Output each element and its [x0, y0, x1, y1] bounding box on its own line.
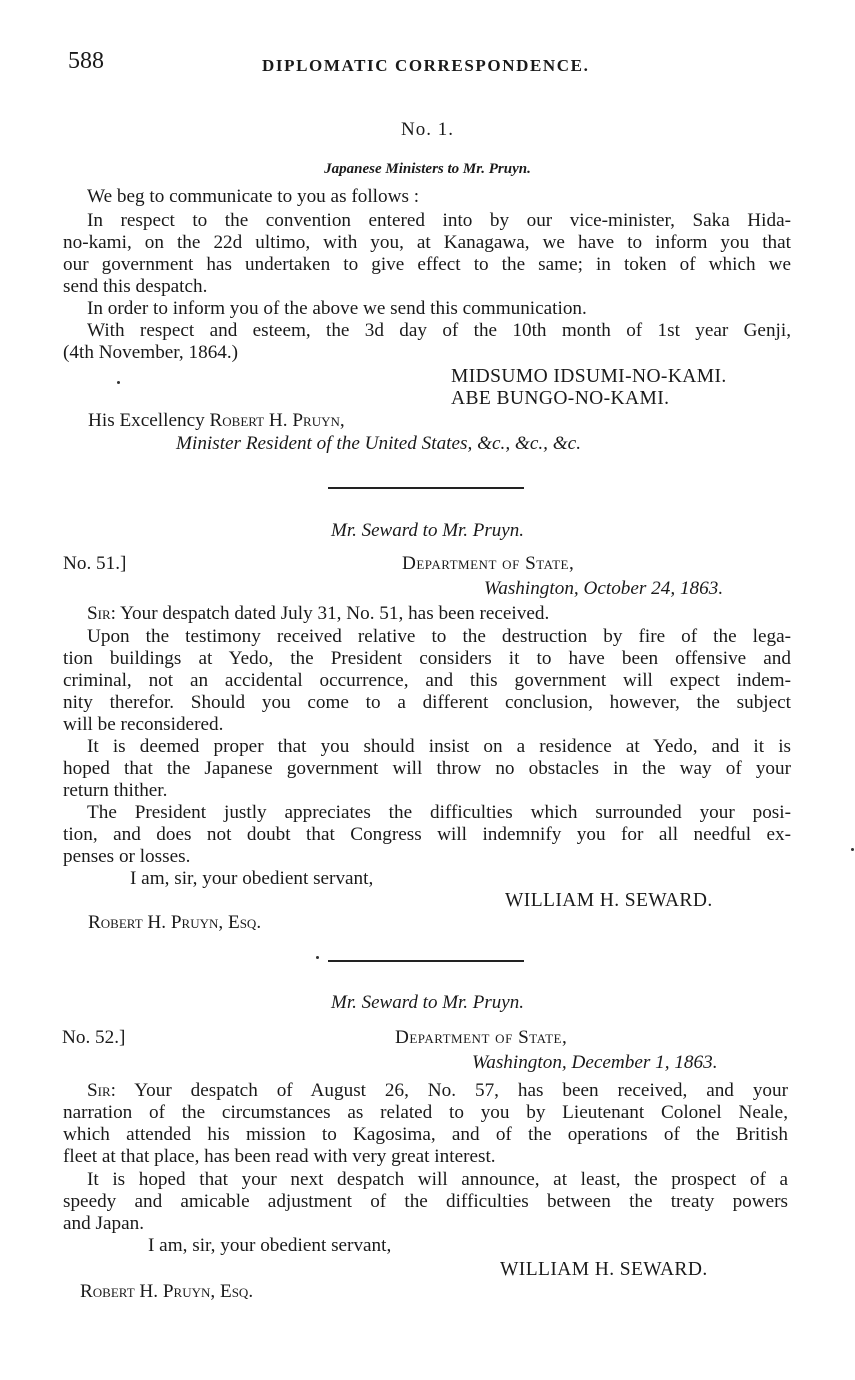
text-line: speedy and amicable adjustment of the difficulties between the treaty powers	[63, 1191, 788, 1212]
letter-1-signatory-2: ABE BUNGO-NO-KAMI.	[451, 388, 670, 409]
letter-2-addressee: Robert H. Pruyn, Esq.	[88, 912, 262, 933]
letter-1-number: No. 1.	[401, 119, 454, 140]
text-line: narration of the circumstances as related to you by Lieutenant Colonel Neale,	[63, 1102, 788, 1123]
letter-2-number: No. 51.]	[63, 553, 127, 574]
text-line: penses or losses.	[63, 846, 191, 867]
letter-1-addressee	[88, 410, 345, 432]
text-line: our government has undertaken to give effect to the same; in token of which we	[63, 254, 791, 275]
letter-1-paragraph-1	[63, 186, 791, 208]
addressee-name: Robert H. Pruyn,	[209, 410, 345, 431]
letter-2-paragraph-1	[63, 603, 791, 625]
ink-speck	[851, 848, 854, 851]
letter-2-paragraph-2	[63, 626, 791, 736]
letter-2-department: Department of State,	[402, 553, 575, 574]
letter-3-addressee: Robert H. Pruyn, Esq.	[80, 1281, 254, 1302]
text-line: hoped that the Japanese government will throw no obstacles in the way of your	[63, 758, 791, 779]
letter-3-place-date: Washington, December 1, 1863.	[472, 1052, 718, 1073]
text-run: Your despatch dated July 31, No. 51, has been received.	[120, 603, 550, 624]
text-line: tion, and does not doubt that Congress will indemnify you for all needful ex-	[63, 824, 791, 845]
text-line: tion buildings at Yedo, the President considers it to have been offensive and	[63, 648, 791, 669]
letter-1-addressee-title: Minister Resident of the United States, &c., &c., &c.	[176, 433, 581, 454]
text-line: send this despatch.	[63, 276, 208, 297]
letter-2-paragraph-4	[63, 802, 791, 868]
page-number: 588	[68, 48, 104, 74]
letter-3-department: Department of State,	[395, 1027, 568, 1048]
text-line: It is hoped that your next despatch will announce, at least, the prospect of a	[87, 1169, 788, 1190]
text-line: return thither.	[63, 780, 168, 801]
text-line: no-kami, on the 22d ultimo, with you, at Kanagawa, we have to inform you that	[63, 232, 791, 253]
section-divider	[328, 487, 524, 489]
text-line: The President justly appreciates the difficulties which surrounded your posi-	[87, 802, 791, 823]
ink-speck	[117, 381, 120, 384]
letter-1-paragraph-4	[63, 320, 791, 364]
text-line: fleet at that place, has been read with very great interest.	[63, 1146, 496, 1167]
salutation: Sir:	[87, 1080, 117, 1101]
salutation: Sir:	[87, 603, 117, 624]
letter-3-paragraph-2	[63, 1169, 788, 1235]
text-line: With respect and esteem, the 3d day of the 10th month of 1st year Genji,	[87, 320, 791, 341]
letter-3-signature: WILLIAM H. SEWARD.	[500, 1259, 708, 1280]
text-line: (4th November, 1864.)	[63, 342, 239, 363]
letter-3-paragraph-1	[63, 1080, 788, 1168]
letter-3-number: No. 52.]	[62, 1027, 126, 1048]
letter-1-signatory-1: MIDSUMO IDSUMI-NO-KAMI.	[451, 366, 727, 387]
text-line	[63, 1080, 788, 1102]
text-line: It is deemed proper that you should insist on a residence at Yedo, and it is	[87, 736, 791, 757]
ink-speck	[316, 956, 319, 959]
text-line: In order to inform you of the above we send this communication.	[87, 298, 587, 319]
running-title: DIPLOMATIC CORRESPONDENCE.	[262, 56, 590, 75]
text-line: criminal, not an accidental occurrence, and this government will expect indem-	[63, 670, 791, 691]
text-line: Upon the testimony received relative to the destruction by fire of the lega-	[87, 626, 791, 647]
letter-2-heading: Mr. Seward to Mr. Pruyn.	[331, 520, 524, 541]
text-run: Your despatch of August 26, No. 57, has been received, and your	[134, 1080, 788, 1101]
text-line: We beg to communicate to you as follows :	[87, 186, 420, 207]
letter-2-signature: WILLIAM H. SEWARD.	[505, 890, 713, 911]
letter-1-heading: Japanese Ministers to Mr. Pruyn.	[324, 161, 531, 177]
text-line: and Japan.	[63, 1213, 144, 1234]
letter-3-closing: I am, sir, your obedient servant,	[148, 1235, 392, 1256]
text-line: which attended his mission to Kagosima, and of the operations of the British	[63, 1124, 788, 1145]
letter-2-paragraph-3	[63, 736, 791, 802]
text-line: In respect to the convention entered into by our vice-minister, Saka Hida-	[87, 210, 791, 231]
letter-2-closing: I am, sir, your obedient servant,	[130, 868, 374, 889]
letter-3-heading: Mr. Seward to Mr. Pruyn.	[331, 992, 524, 1013]
letter-1-paragraph-3	[63, 298, 791, 320]
letter-2-place-date: Washington, October 24, 1863.	[484, 578, 724, 599]
text-line	[63, 603, 791, 625]
section-divider	[328, 960, 524, 962]
addressee-prefix: His Excellency	[88, 410, 205, 431]
text-line: nity therefor. Should you come to a different conclusion, however, the subject	[63, 692, 791, 713]
letter-1-paragraph-2	[63, 210, 791, 298]
text-line: will be reconsidered.	[63, 714, 224, 735]
